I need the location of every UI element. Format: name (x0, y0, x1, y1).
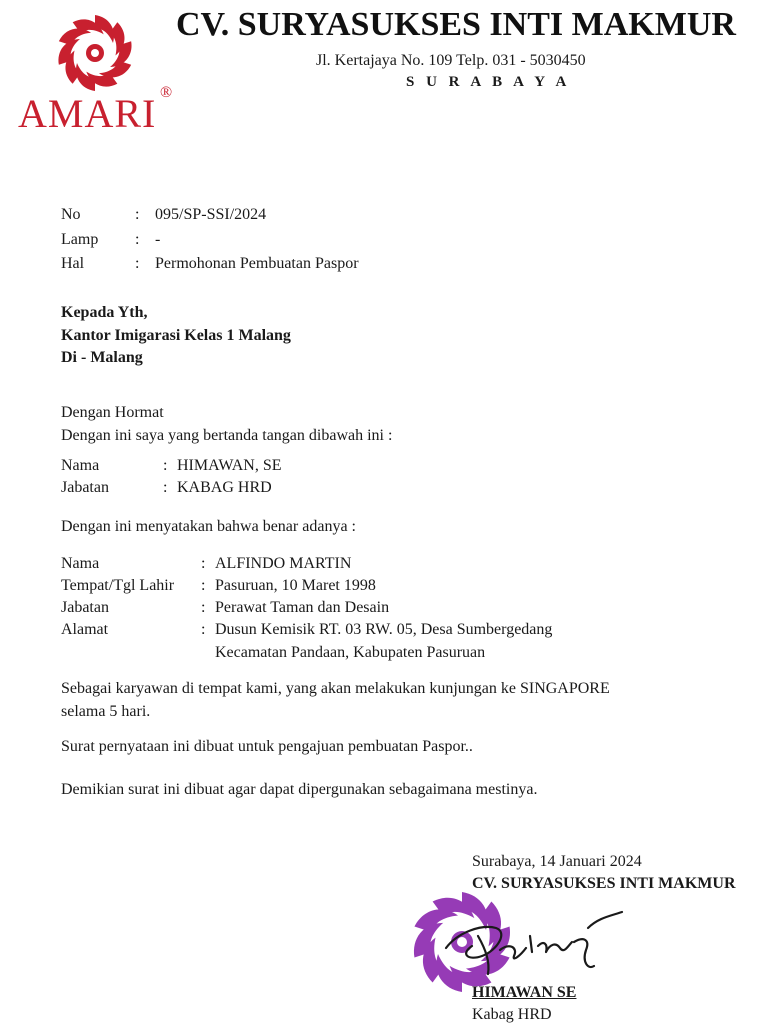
field-value: Pasuruan, 10 Maret 1998 (215, 577, 376, 594)
signer-name: HIMAWAN SE (472, 984, 577, 1001)
intro-text: Dengan ini saya yang bertanda tangan dibawah ini : (61, 427, 393, 444)
field-label: Jabatan (61, 479, 109, 496)
amari-logo (18, 8, 178, 136)
logo-wordmark: AMARI (18, 91, 157, 136)
paragraph-visit-line2: selama 5 hari. (61, 703, 151, 720)
meta-value: - (155, 231, 161, 248)
company-name: CV. SURYASUKSES INTI MAKMUR (176, 6, 736, 43)
field-label: Nama (61, 457, 100, 474)
field-colon: : (201, 621, 206, 638)
field-value: HIMAWAN, SE (177, 457, 282, 474)
addressee-line2: Kantor Imigarasi Kelas 1 Malang (61, 327, 291, 344)
field-colon: : (201, 555, 206, 572)
field-colon: : (201, 599, 206, 616)
field-colon: : (201, 577, 206, 594)
field-label: Tempat/Tgl Lahir (61, 577, 175, 594)
field-label: Nama (61, 555, 100, 572)
paragraph-closing: Demikian surat ini dibuat agar dapat dipergunakan sebagaimana mestinya. (61, 781, 538, 798)
place-date: Surabaya, 14 Januari 2024 (472, 853, 642, 870)
meta-colon: : (135, 255, 140, 272)
closing-company: CV. SURYASUKSES INTI MAKMUR (472, 875, 736, 892)
addressee-line3: Di - Malang (61, 349, 143, 366)
field-colon: : (163, 457, 168, 474)
meta-value: 095/SP-SSI/2024 (155, 206, 267, 223)
addressee-line1: Kepada Yth, (61, 304, 148, 321)
field-label: Jabatan (61, 599, 109, 616)
meta-colon: : (135, 231, 140, 248)
meta-colon: : (135, 206, 140, 223)
swirl-logo-icon (50, 8, 140, 98)
field-colon: : (163, 479, 168, 496)
meta-label: Lamp (61, 231, 99, 248)
paragraph-purpose: Surat pernyataan ini dibuat untuk pengajuan pembuatan Paspor.. (61, 738, 473, 755)
statement-intro: Dengan ini menyatakan bahwa benar adanya : (61, 518, 356, 535)
signer-title: Kabag HRD (472, 1006, 552, 1023)
paragraph-visit-line1: Sebagai karyawan di tempat kami, yang akan melakukan kunjungan ke SINGAPORE (61, 680, 610, 697)
field-label: Alamat (61, 621, 109, 638)
field-value: Dusun Kemisik RT. 03 RW. 05, Desa Sumbergedang (215, 621, 553, 638)
field-value: ALFINDO MARTIN (215, 555, 352, 572)
handwritten-signature (438, 906, 628, 986)
company-address: Jl. Kertajaya No. 109 Telp. 031 - 5030450 (316, 52, 586, 69)
registered-mark: ® (160, 84, 173, 101)
company-city: S U R A B A Y A (406, 74, 571, 90)
field-value: Perawat Taman dan Desain (215, 599, 390, 616)
meta-value: Permohonan Pembuatan Paspor (155, 255, 359, 272)
signature-stroke-icon (438, 906, 628, 986)
meta-label: No (61, 206, 81, 223)
greeting: Dengan Hormat (61, 404, 164, 421)
meta-label: Hal (61, 255, 85, 272)
field-value: KABAG HRD (177, 479, 272, 496)
employee-address-line2: Kecamatan Pandaan, Kabupaten Pasuruan (215, 644, 486, 661)
